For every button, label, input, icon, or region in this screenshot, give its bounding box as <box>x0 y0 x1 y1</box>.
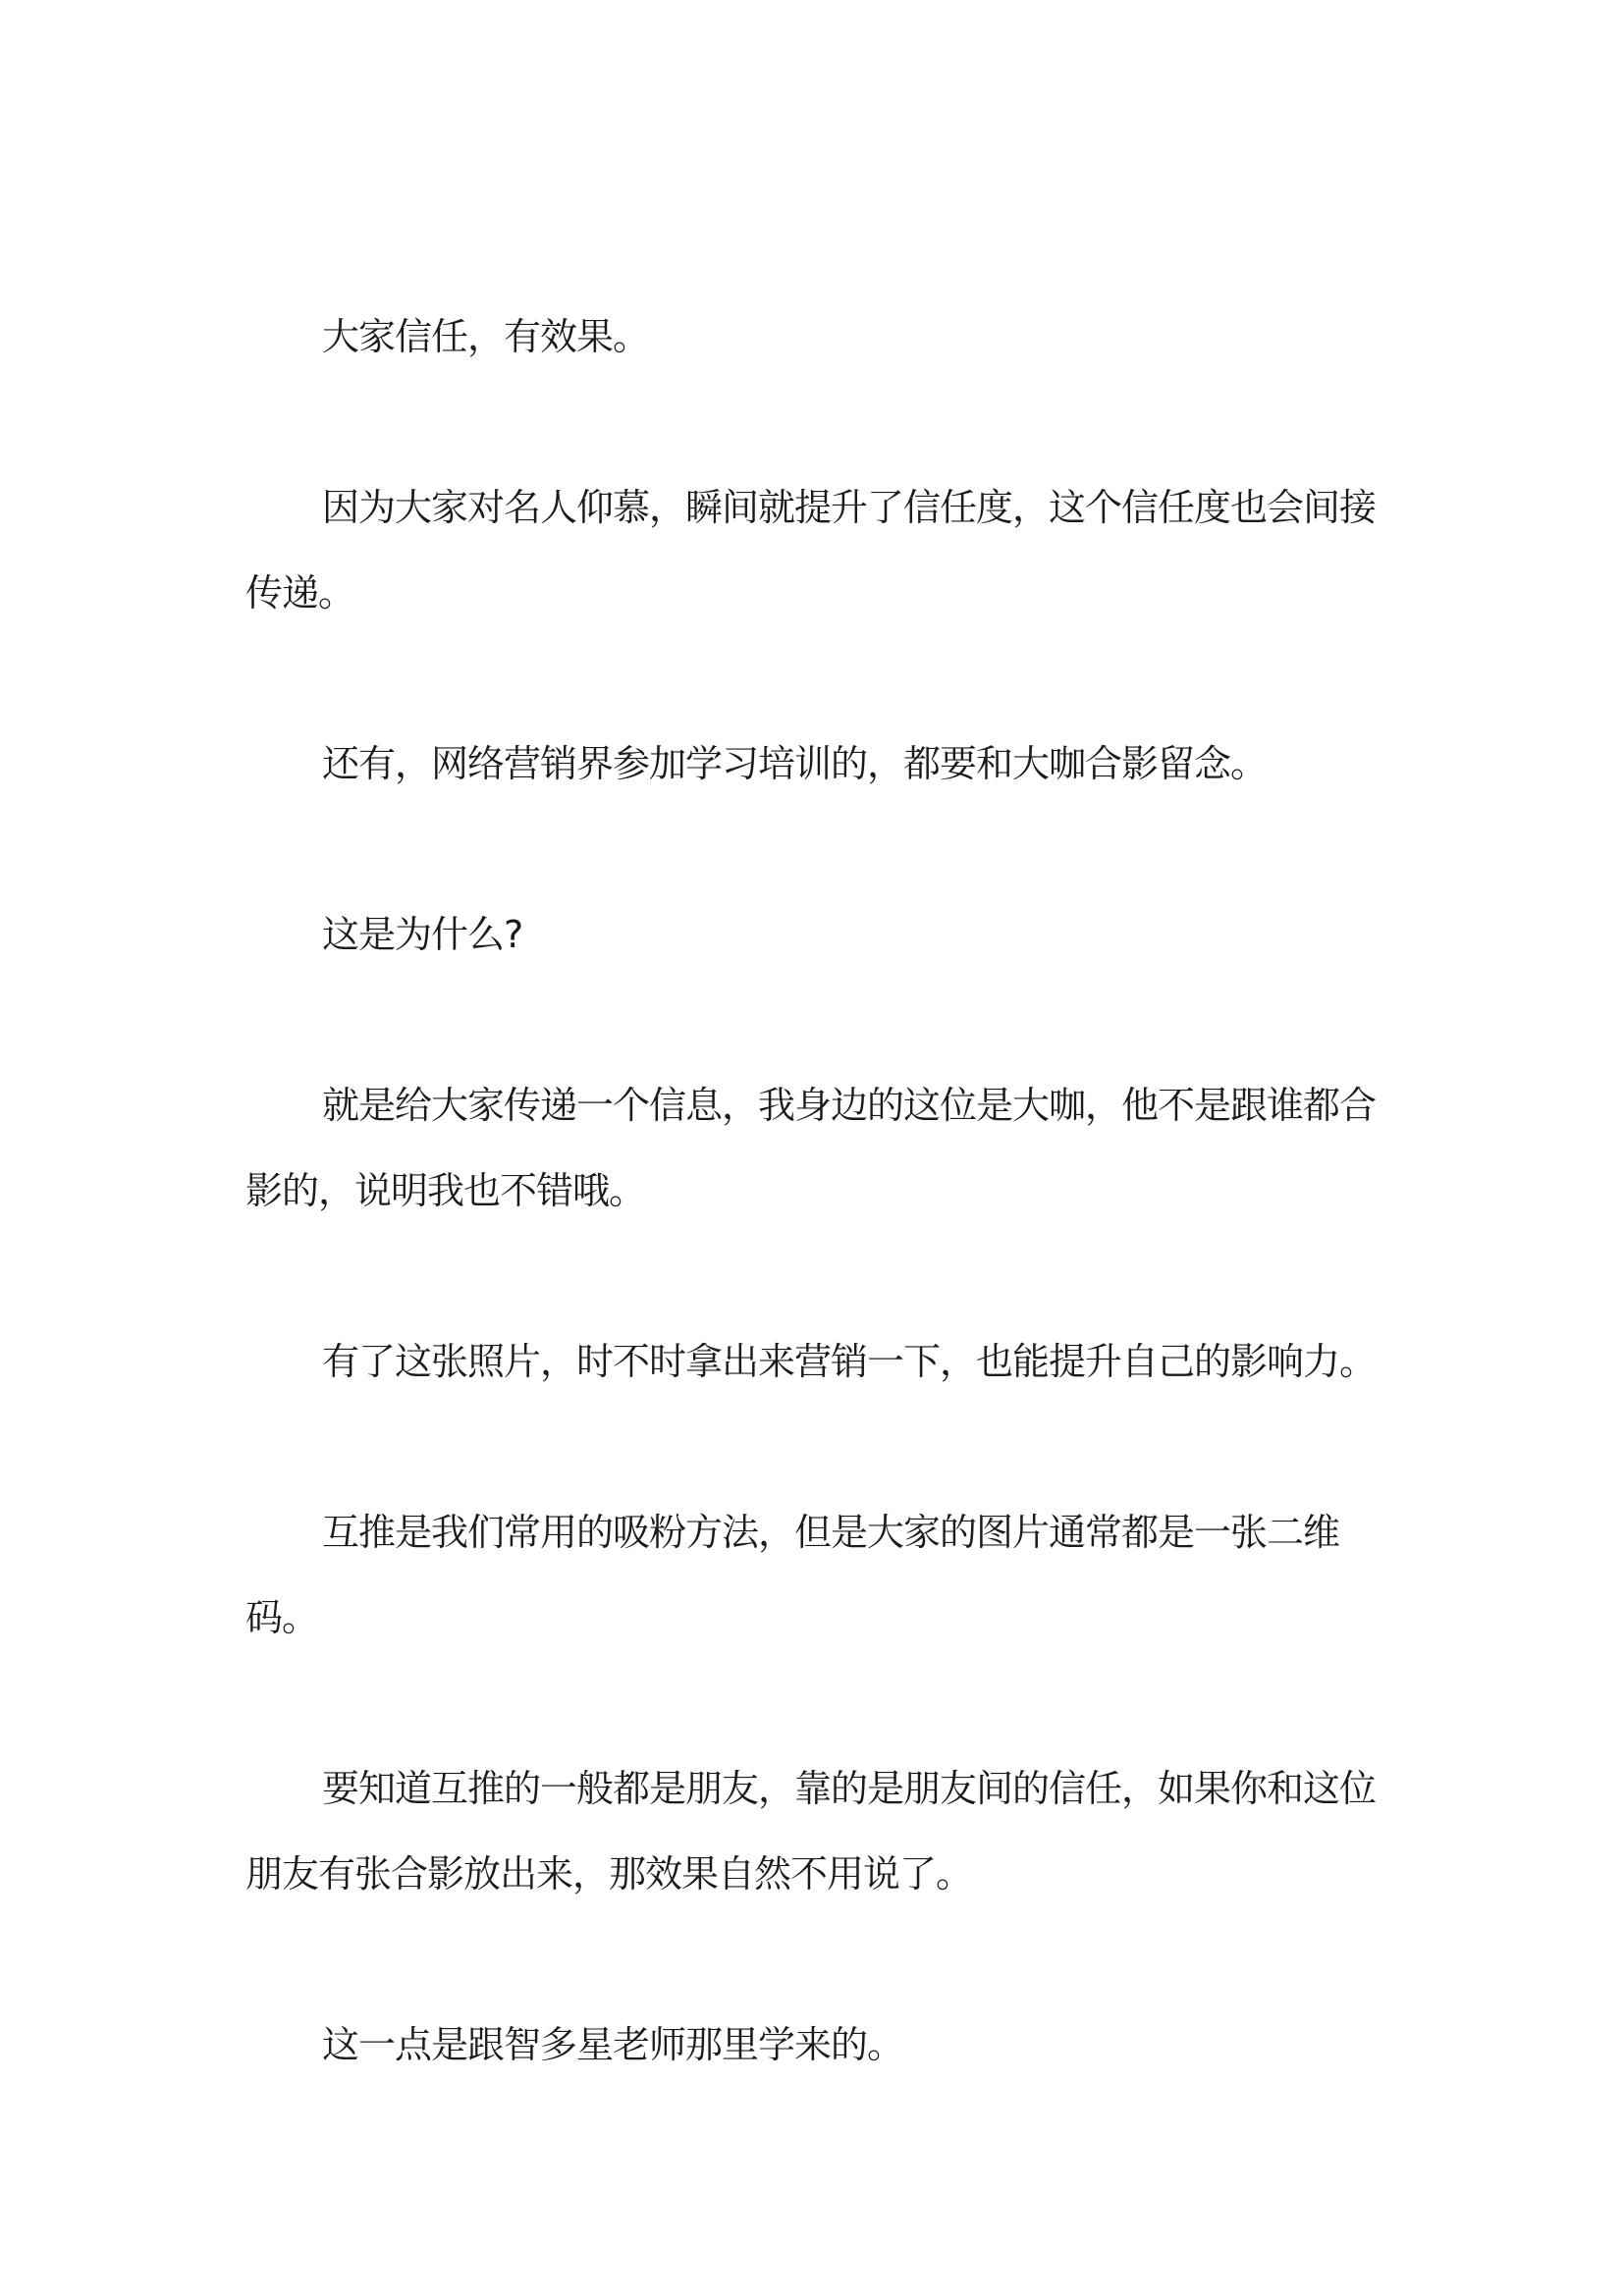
paragraph: 这是为什么? <box>322 913 523 956</box>
paragraph: 这一点是跟智多星老师那里学来的。 <box>322 2023 904 2066</box>
paragraph: 还有，网络营销界参加学习培训的，都要和大咖合影留念。 <box>322 742 1268 785</box>
paragraph: 就是给大家传递一个信息，我身边的这位是大咖，他不是跟谁都合影的，说明我也不错哦。 <box>245 1084 1377 1212</box>
paragraph: 大家信任，有效果。 <box>322 315 650 358</box>
paragraph: 要知道互推的一般都是朋友，靠的是朋友间的信任，如果你和这位朋友有张合影放出来，那效果自然不用说了。 <box>245 1767 1377 1896</box>
paragraph: 互推是我们常用的吸粉方法，但是大家的图片通常都是一张二维码。 <box>245 1511 1340 1639</box>
paragraph: 因为大家对名人仰慕，瞬间就提升了信任度，这个信任度也会间接传递。 <box>245 486 1377 614</box>
paragraph: 有了这张照片，时不时拿出来营销一下，也能提升自己的影响力。 <box>322 1340 1377 1383</box>
document-body <box>245 294 1384 2173</box>
